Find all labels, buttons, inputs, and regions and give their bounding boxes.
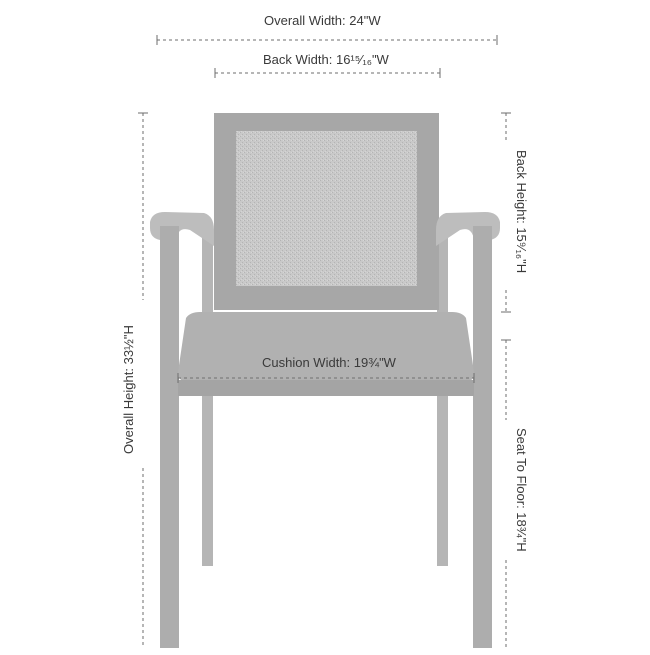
- back-leg-left: [202, 236, 213, 566]
- overall-width-dimension-line: [157, 35, 497, 45]
- back-width-dimension-line: [215, 68, 440, 78]
- back-width-label: Back Width: 16¹⁵⁄₁₆"W: [263, 52, 389, 67]
- front-leg-left: [160, 226, 179, 648]
- overall-width-label: Overall Width: 24"W: [264, 13, 381, 28]
- overall-height-label: Overall Height: 33½"H: [121, 325, 136, 454]
- seat-to-floor-dimension-line: [501, 340, 511, 647]
- overall-height-dimension-line: [138, 113, 148, 647]
- seat-cushion: [178, 312, 474, 384]
- back-height-label: Back Height: 15⁹⁄₁₆"H: [514, 150, 529, 274]
- seat-to-floor-label: Seat To Floor: 18¾"H: [514, 428, 529, 552]
- back-height-dimension-line: [501, 113, 511, 312]
- backrest-mesh: [236, 131, 417, 286]
- seat-base: [178, 380, 474, 396]
- front-leg-right: [473, 226, 492, 648]
- cushion-width-label: Cushion Width: 19¾"W: [262, 355, 396, 370]
